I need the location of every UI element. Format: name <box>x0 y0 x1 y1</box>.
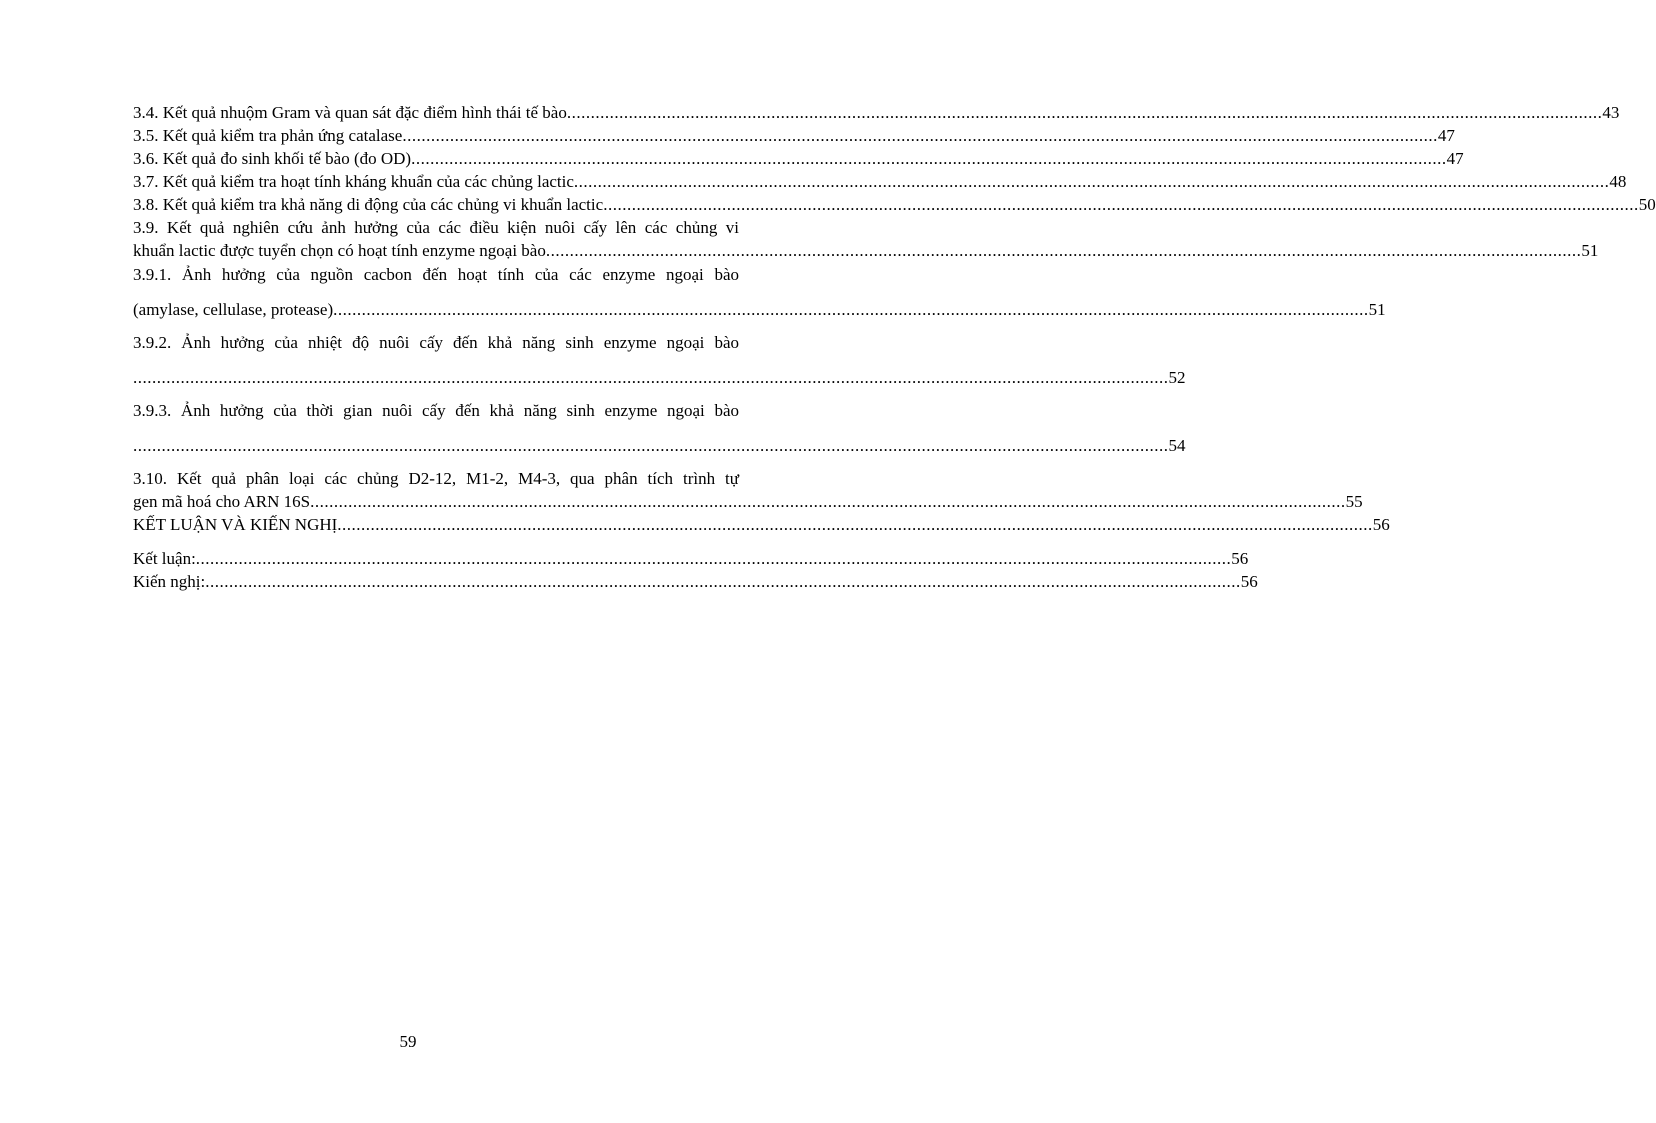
toc-entry-title: 3.5. Kết quả kiểm tra phản ứng catalase <box>133 126 403 145</box>
toc-entry-3-9-line1: 3.9. Kết quả nghiên cứu ảnh hưởng của các điều kiện nuôi cấy lên các chủng vi <box>133 218 739 237</box>
toc-entry-page: 51 <box>1368 300 1386 319</box>
toc-entry-3-5 <box>133 125 1455 146</box>
toc-entry-3-9-2-line1: 3.9.2. Ảnh hưởng của nhiệt độ nuôi cấy đến khả năng sinh enzyme ngoại bào <box>133 333 739 352</box>
toc-entry-recommendation <box>133 571 1258 592</box>
toc-entry-page: 52 <box>1168 368 1186 387</box>
toc-entry-title: KẾT LUẬN VÀ KIẾN NGHỊ <box>133 515 338 534</box>
toc-leader-dots <box>133 435 1169 456</box>
toc-leader-dots <box>205 571 1241 592</box>
toc-entry-page: 54 <box>1168 436 1186 455</box>
toc-entry-3-7 <box>133 171 1627 192</box>
toc-entry-title: khuẩn lactic được tuyển chọn có hoạt tính enzyme ngoại bào <box>133 241 546 260</box>
toc-entry-3-9 <box>133 240 1599 261</box>
toc-leader-dots <box>402 125 1438 146</box>
toc-entry-page: 56 <box>1231 549 1249 568</box>
toc-entry-conclusion-heading <box>133 514 1390 535</box>
toc-entry-3-10-line1: 3.10. Kết quả phân loại các chủng D2-12, M1-2, M4-3, qua phân tích trình tự <box>133 469 739 488</box>
toc-entry-page: 51 <box>1581 241 1599 260</box>
toc-entry-title: 3.4. Kết quả nhuộm Gram và quan sát đặc điểm hình thái tế bào <box>133 103 567 122</box>
toc-entry-page: 50 <box>1638 195 1656 214</box>
toc-entry-title: Kiến nghị: <box>133 572 206 591</box>
toc-entry-3-9-1-line1: 3.9.1. Ảnh hưởng của nguồn cacbon đến hoạt tính của các enzyme ngoại bào <box>133 265 739 284</box>
toc-leader-dots <box>603 194 1639 215</box>
toc-leader-dots <box>333 299 1369 320</box>
toc-leader-dots <box>546 240 1582 261</box>
toc-leader-dots <box>567 102 1603 123</box>
toc-entry-page: 47 <box>1437 126 1455 145</box>
toc-leader-dots <box>574 171 1610 192</box>
toc-leader-dots <box>337 514 1373 535</box>
toc-entry-title: 3.7. Kết quả kiểm tra hoạt tính kháng khuẩn của các chủng lactic <box>133 172 574 191</box>
toc-entry-title: 3.8. Kết quả kiểm tra khả năng di động của các chủng vi khuẩn lactic <box>133 195 604 214</box>
toc-entry-page: 55 <box>1345 492 1363 511</box>
toc-entry-3-4 <box>133 102 1620 123</box>
toc-entry-3-9-1 <box>133 299 1386 320</box>
toc-entry-3-10 <box>133 491 1363 512</box>
toc-entry-3-6 <box>133 148 1464 169</box>
toc-entry-page: 56 <box>1240 572 1258 591</box>
toc-entry-3-8 <box>133 194 1656 215</box>
toc-entry-title: 3.6. Kết quả đo sinh khối tế bào (đo OD) <box>133 149 412 168</box>
toc-entry-3-9-3-line1: 3.9.3. Ảnh hưởng của thời gian nuôi cấy đến khả năng sinh enzyme ngoại bào <box>133 401 739 420</box>
page-number: 59 <box>399 1032 417 1051</box>
toc-entry-page: 43 <box>1602 103 1620 122</box>
toc-entry-page: 47 <box>1446 149 1464 168</box>
toc-entry-title: (amylase, cellulase, protease) <box>133 300 334 319</box>
toc-entry-conclusion <box>133 548 1249 569</box>
toc-entry-title: gen mã hoá cho ARN 16S <box>133 492 311 511</box>
toc-leader-dots <box>310 491 1346 512</box>
toc-entry-page: 56 <box>1372 515 1390 534</box>
toc-entry-page: 48 <box>1609 172 1627 191</box>
toc-entry-3-9-2 <box>133 367 1186 388</box>
toc-leader-dots <box>133 367 1169 388</box>
toc-leader-dots <box>196 548 1232 569</box>
toc-entry-3-9-3 <box>133 435 1186 456</box>
toc-leader-dots <box>411 148 1447 169</box>
toc-entry-title: Kết luận: <box>133 549 196 568</box>
